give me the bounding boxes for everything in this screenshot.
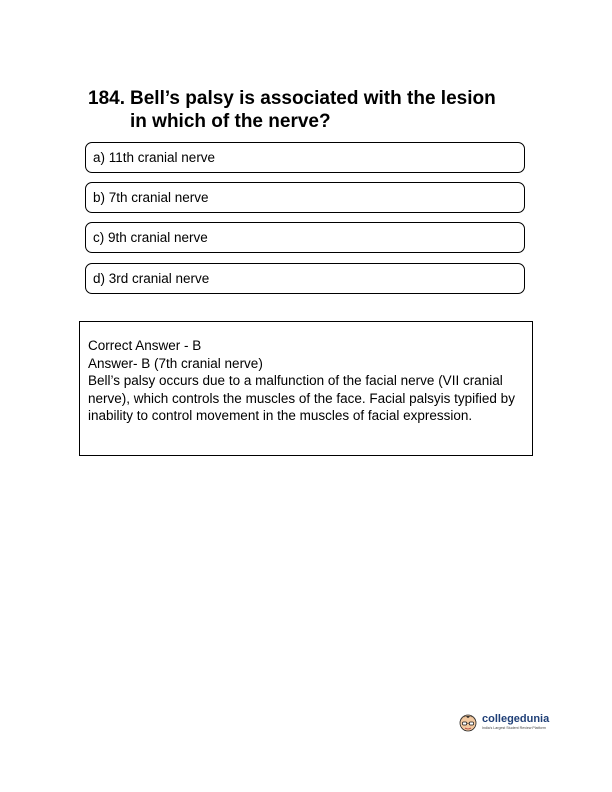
option-b-label: b) 7th cranial nerve xyxy=(93,190,209,205)
option-c[interactable] xyxy=(85,222,525,253)
logo-name: collegedunia xyxy=(482,712,550,725)
option-d-label: d) 3rd cranial nerve xyxy=(93,271,210,286)
answer-explanation: Bell’s palsy occurs due to a malfunction of the facial nerve (VII cranial nerve), which controls the muscles of the face. Facial palsyis typified by inability to control movement in the muscles of facial expression. xyxy=(88,373,515,423)
question xyxy=(88,87,538,133)
option-a[interactable] xyxy=(85,142,525,173)
option-a-label: a) 11th cranial nerve xyxy=(93,150,216,165)
question-number: 184. xyxy=(88,88,125,109)
question-text-line1: Bell’s palsy is associated with the lesion xyxy=(130,88,496,109)
mascot-icon xyxy=(457,710,479,734)
collegedunia-logo xyxy=(457,709,549,735)
option-d[interactable] xyxy=(85,263,525,294)
option-b[interactable] xyxy=(85,182,525,213)
option-c-label: c) 9th cranial nerve xyxy=(93,230,208,245)
question-text-line2: in which of the nerve? xyxy=(130,111,331,132)
logo-tagline: India's Largest Student Review Platform xyxy=(482,725,546,730)
answer-box xyxy=(79,321,533,456)
answer-line: Answer- B (7th cranial nerve) xyxy=(88,355,263,371)
correct-answer: Correct Answer - B xyxy=(88,338,202,353)
